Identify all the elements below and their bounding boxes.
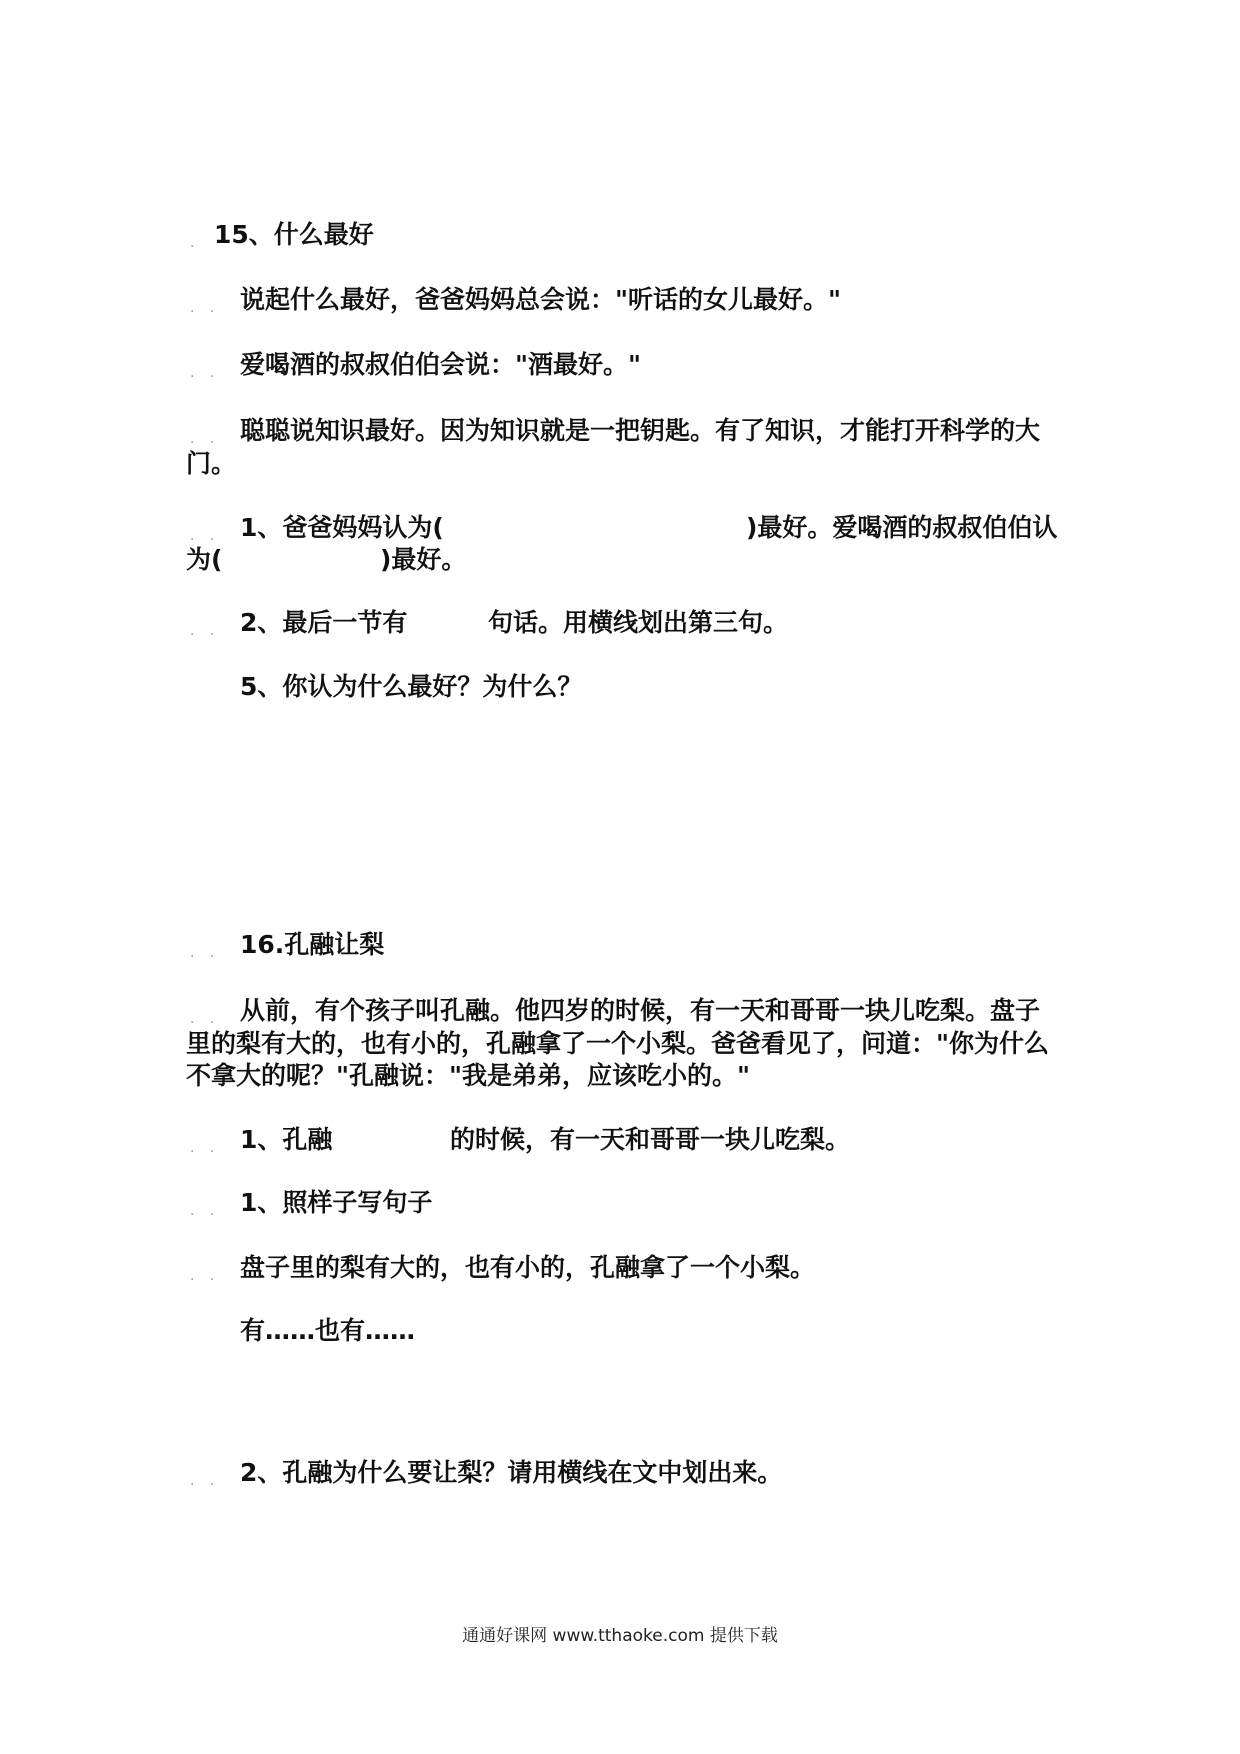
- margin-mark: .: [210, 300, 215, 316]
- margin-mark: .: [190, 300, 195, 316]
- margin-mark: .: [210, 1140, 215, 1156]
- pattern-text: 有……也有……: [240, 1316, 416, 1345]
- question-text: 句话。用横线划出第三句。: [488, 608, 789, 637]
- paragraph-text: 里的梨有大的，也有小的，孔融拿了一个小梨。爸爸看见了，问道："你为什么: [186, 1029, 1050, 1058]
- paragraph-text: 门。: [186, 449, 237, 478]
- paragraph-text: 不拿大的呢？"孔融说："我是弟弟，应该吃小的。": [186, 1061, 751, 1090]
- margin-mark: .: [210, 623, 215, 639]
- margin-mark: .: [210, 1011, 215, 1027]
- margin-mark: .: [210, 1268, 215, 1284]
- margin-mark: .: [190, 431, 195, 447]
- question-text: 的时候，有一天和哥哥一块儿吃梨。: [450, 1125, 851, 1154]
- question-text: 1、孔融: [240, 1125, 333, 1154]
- paragraph-text: 聪聪说知识最好。因为知识就是一把钥匙。有了知识，才能打开科学的大: [240, 416, 1041, 445]
- margin-mark: .: [210, 365, 215, 381]
- margin-mark: .: [190, 623, 195, 639]
- question-text: 1、爸爸妈妈认为(: [240, 513, 444, 542]
- paragraph-text: 说起什么最好，爸爸妈妈总会说："听话的女儿最好。": [240, 285, 842, 314]
- margin-mark: .: [190, 1268, 195, 1284]
- section-16-title: 16.孔融让梨: [240, 930, 385, 959]
- paragraph-text: 爱喝酒的叔叔伯伯会说："酒最好。": [240, 350, 642, 379]
- margin-mark: .: [190, 1473, 195, 1489]
- question-text: )最好。爱喝酒的叔叔伯伯认: [746, 513, 1058, 542]
- margin-mark: .: [190, 365, 195, 381]
- question-text: 5、你认为什么最好？为什么？: [240, 672, 583, 701]
- margin-mark: .: [190, 235, 195, 251]
- margin-mark: .: [210, 945, 215, 961]
- question-text: )最好。: [380, 545, 467, 574]
- margin-mark: .: [210, 431, 215, 447]
- section-15-title: 15、什么最好: [214, 220, 374, 249]
- margin-mark: .: [190, 528, 195, 544]
- margin-mark: .: [210, 528, 215, 544]
- margin-mark: .: [210, 1473, 215, 1489]
- question-text: 2、最后一节有: [240, 608, 408, 637]
- example-text: 盘子里的梨有大的，也有小的，孔融拿了一个小梨。: [240, 1253, 816, 1282]
- paragraph-text: 从前，有个孩子叫孔融。他四岁的时候，有一天和哥哥一块儿吃梨。盘子: [240, 996, 1041, 1025]
- margin-mark: .: [190, 1011, 195, 1027]
- question-text: 2、孔融为什么要让梨？请用横线在文中划出来。: [240, 1458, 783, 1487]
- margin-mark: .: [210, 1203, 215, 1219]
- margin-mark: .: [190, 1140, 195, 1156]
- footer-text: 通通好课网 www.tthaoke.com 提供下载: [462, 1626, 778, 1646]
- question-text: 为(: [186, 545, 223, 574]
- margin-mark: .: [190, 1203, 195, 1219]
- question-text: 1、照样子写句子: [240, 1188, 433, 1217]
- margin-mark: .: [190, 945, 195, 961]
